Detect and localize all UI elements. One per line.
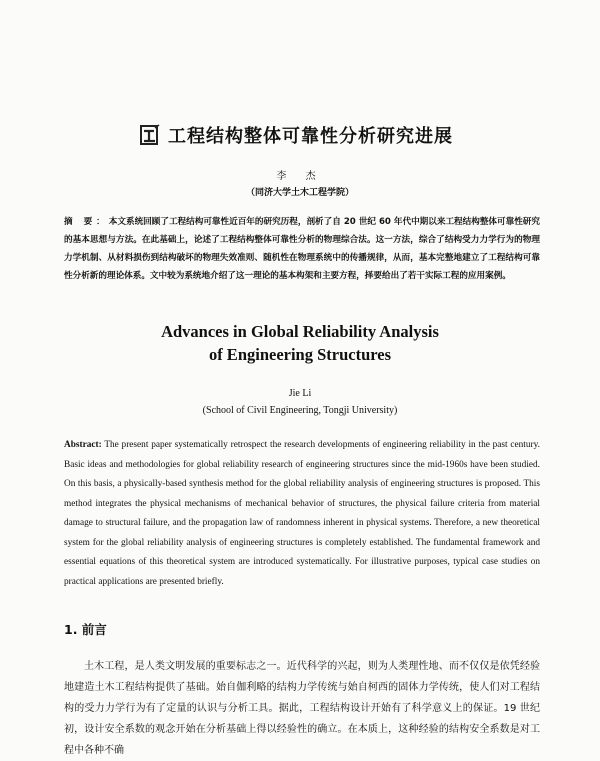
section-heading: 1. 前言 [64, 622, 107, 637]
chinese-title-block [140, 122, 540, 148]
english-abstract-label: Abstract: [64, 440, 102, 450]
english-title-line-1: Advances in Global Reliability Analysis [161, 322, 439, 341]
chinese-author: 李 杰 [276, 171, 324, 182]
chinese-title: 工程结构整体可靠性分析研究进展 [168, 126, 453, 147]
chinese-affiliation: （同济大学土木工程学院） [245, 188, 354, 198]
chinese-abstract [64, 213, 540, 285]
chinese-abstract-text: 本文系统回顾了工程结构可靠性近百年的研究历程，剖析了自 20 世纪 60 年代中期以来工程结构整体可靠性研究的基本思想与方法。在此基础上，论述了工程结构整体可靠性分析的物理综合法。这一方法，综合了结构受力力学行为的物理力学机制、从材料损伤到结构破坏的物理失效准则、随机性在物理系统中的传播规律，从而，基本完整地建立了工程结构可靠性分析新的理论体系。文中较为系统地介绍了这一理论的基本构架和主要方程，择要给出了若干实际工程的应用案例。 [64, 217, 540, 281]
english-title-line-2: of Engineering Structures [208, 345, 392, 364]
chinese-abstract-label: 摘 要： [64, 217, 109, 227]
section-body-text: 土木工程，是人类文明发展的重要标志之一。近代科学的兴起，则为人类理性地、而不仅仅是依凭经验地建造土木工程结构提供了基础。始自伽利略的结构力学传统与始自柯西的固体力学传统，使人们对工程结构的受力力学行为有了定量的认识与分析工具。据此，工程结构设计开始有了科学意义上的保证。19 世纪初，设计安全系数的观念开始在分析基础上得以经验性的确立。在本质上，这种经验的结构安全系数是对工程中各种不确 [64, 661, 540, 756]
journal-seal-icon [140, 124, 160, 146]
english-abstract-text: The present paper systematically retrospect the research developments of engineering reliability in the past century. Basic ideas and methodologies for global reliability research of engineering structures since the mid-1960s have been studied. On this basis, a physically-based synthesis method for the global reliability analysis of engineering structures is proposed. This method integrates the physical mechanisms of mechanical behavior of structures, the physical failure criteria from material damage to structural failure, and the propagation law of randomness inherent in physical systems. Therefore, a new theoretical system for the global reliability analysis of engineering structures is completely established. The fundamental framework and essential equations of this theoretical system are introduced systematically. For illustrative purposes, typical case studies on practical applications are presented briefly. [64, 440, 540, 587]
english-abstract [64, 436, 540, 592]
english-author: Jie Li [288, 388, 312, 399]
english-affiliation: (School of Civil Engineering, Tongji University) [202, 405, 398, 416]
